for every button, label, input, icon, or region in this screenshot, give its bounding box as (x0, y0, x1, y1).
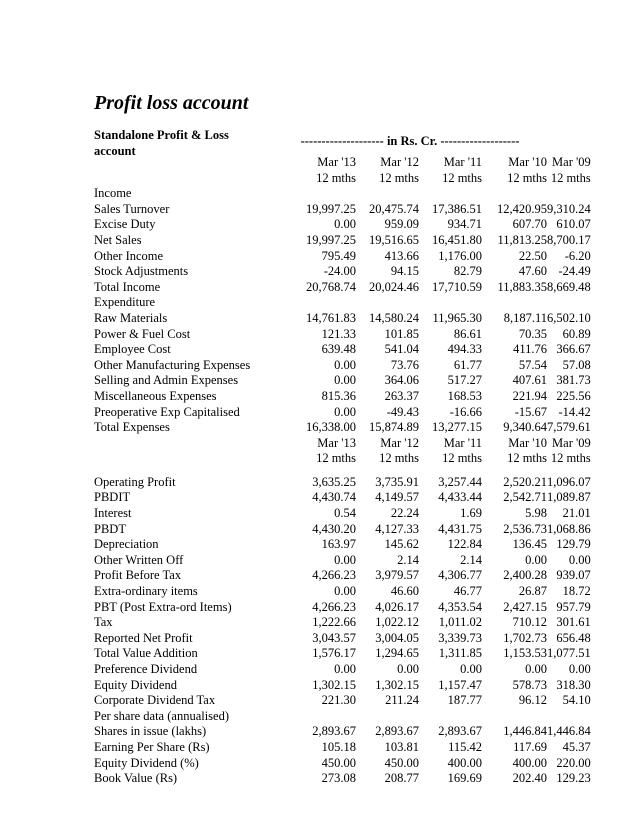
row-value: 20,475.74 (369, 201, 419, 216)
row-value (356, 186, 419, 202)
row-value: 1,446.84 (503, 724, 547, 739)
row-value: 121.33 (321, 326, 356, 341)
row-value (419, 186, 482, 202)
period-header-cell: 12 mths (316, 170, 356, 185)
row-value: 1,311.85 (438, 646, 482, 661)
table-row (94, 537, 591, 553)
row-value: 2,427.15 (503, 599, 547, 614)
period-header-cell: Mar '11 (443, 155, 482, 169)
row-value: 46.77 (453, 584, 482, 599)
row-value: 0.00 (525, 552, 547, 567)
row-value (419, 295, 482, 311)
row-value: 4,026.17 (375, 599, 419, 614)
row-value (276, 186, 356, 202)
row-label: Expenditure (94, 295, 156, 310)
row-value: 16,338.00 (306, 420, 356, 435)
row-value: 0.54 (334, 506, 356, 521)
row-value: 0.00 (460, 662, 482, 676)
table-row (94, 553, 591, 569)
row-label: Preoperative Exp Capitalised (94, 404, 240, 419)
row-value: -49.43 (386, 404, 419, 419)
row-value: 2,536.73 (503, 521, 547, 536)
row-value: 0.00 (334, 404, 356, 419)
row-value: 163.97 (321, 537, 356, 552)
row-value: 14,580.24 (369, 310, 419, 325)
table-row (94, 327, 591, 343)
row-value: 3,257.44 (438, 474, 482, 489)
table-row (94, 771, 591, 787)
row-value: 70.35 (518, 326, 547, 341)
table-row (94, 233, 591, 249)
profit-loss-table (94, 155, 591, 787)
row-value: 19,997.25 (306, 201, 356, 216)
row-value: 0.00 (568, 552, 591, 567)
period-header-cell: 12 mths (379, 170, 419, 185)
table-row (94, 475, 591, 491)
row-value: 0.00 (334, 552, 356, 567)
row-value: 82.79 (453, 264, 482, 279)
row-value: 0.00 (334, 217, 356, 232)
row-value (276, 709, 356, 725)
row-label: Raw Materials (94, 310, 168, 325)
row-value (482, 295, 547, 311)
period-header-cell: Mar '10 (508, 435, 547, 450)
row-value: 94.15 (390, 264, 419, 279)
row-value: 208.77 (384, 771, 419, 786)
statement-subtitle: Standalone Profit & Loss account (94, 128, 229, 158)
row-label: Equity Dividend (94, 677, 177, 692)
table-row (94, 693, 591, 709)
row-label: Other Manufacturing Expenses (94, 357, 251, 372)
row-value: 939.07 (556, 568, 591, 583)
row-value: 1.69 (460, 506, 482, 521)
row-value: 73.76 (390, 357, 419, 372)
spacer-row (94, 467, 591, 475)
row-value: 815.36 (321, 388, 356, 403)
row-value: 1,222.66 (312, 615, 356, 630)
row-value: 61.77 (453, 357, 482, 372)
row-value: 318.30 (556, 677, 591, 692)
row-value: 0.00 (334, 357, 356, 372)
row-value: 2,400.28 (503, 568, 547, 583)
row-value (356, 295, 419, 311)
row-value: 46.60 (390, 584, 419, 599)
table-row (94, 311, 591, 327)
table-row (94, 522, 591, 538)
table-row (94, 295, 591, 311)
row-value: 1,302.15 (312, 677, 356, 692)
row-value: 0.00 (334, 662, 356, 676)
row-value: 5.98 (525, 506, 547, 521)
row-value (356, 709, 419, 725)
row-value: 494.33 (447, 342, 482, 357)
row-value: 117.69 (513, 739, 547, 754)
row-value: 45.37 (562, 739, 591, 754)
row-value: 1,096.07 (547, 474, 591, 489)
row-value: 607.70 (512, 217, 547, 232)
row-value: 0.00 (397, 662, 419, 676)
row-value: 103.81 (384, 739, 419, 754)
row-value: 273.08 (321, 771, 356, 786)
row-value: 639.48 (321, 342, 356, 357)
row-value: 2,893.67 (312, 724, 356, 739)
row-value: 541.04 (384, 342, 419, 357)
row-value: 0.00 (334, 373, 356, 388)
row-value: 1,157.47 (438, 677, 482, 692)
row-label: Other Written Off (94, 552, 184, 567)
period-header-cell: 12 mths (442, 451, 482, 466)
row-value (419, 709, 482, 725)
table-row (94, 615, 591, 631)
row-label: Extra-ordinary items (94, 584, 198, 599)
row-value: 221.94 (512, 388, 547, 403)
period-header-cell: Mar '10 (508, 155, 547, 169)
row-value: 9,310.24 (547, 201, 591, 216)
row-label: Total Income (94, 279, 161, 294)
row-value: 136.45 (512, 537, 547, 552)
row-label: Preference Dividend (94, 662, 198, 676)
row-value: 934.71 (447, 217, 482, 232)
row-label: Earning Per Share (Rs) (94, 739, 210, 754)
table-row (94, 186, 591, 202)
row-label: Equity Dividend (%) (94, 755, 199, 770)
row-value: 129.79 (556, 537, 591, 552)
row-value: 20,024.46 (369, 279, 419, 294)
row-value: -24.00 (323, 264, 356, 279)
table-row (94, 342, 591, 358)
row-label: Per share data (annualised) (94, 708, 230, 723)
row-value: 3,339.73 (438, 630, 482, 645)
row-value: 2.14 (460, 552, 482, 567)
row-value: 14,761.83 (306, 310, 356, 325)
row-label: Total Expenses (94, 420, 170, 435)
row-value: 1,702.73 (503, 630, 547, 645)
table-row (94, 584, 591, 600)
period-header-cell: 12 mths (550, 170, 591, 185)
table-row (94, 249, 591, 265)
row-label: Depreciation (94, 537, 159, 552)
row-value: 959.09 (384, 217, 419, 232)
row-value: 22.50 (518, 248, 547, 263)
row-value: 1,176.00 (438, 248, 482, 263)
row-value: 8,669.48 (547, 279, 591, 294)
table-row (94, 264, 591, 280)
row-value: 13,277.15 (432, 420, 482, 435)
row-value: 4,430.20 (312, 521, 356, 536)
period-header-cell: 12 mths (507, 170, 547, 185)
table-row (94, 420, 591, 436)
table-row (94, 662, 591, 678)
row-label: Excise Duty (94, 217, 156, 232)
row-value: 4,306.77 (438, 568, 482, 583)
row-value: 4,433.44 (438, 490, 482, 505)
row-value (482, 709, 547, 725)
table-row (94, 631, 591, 647)
period-header-cell: 12 mths (442, 170, 482, 185)
row-label: Shares in issue (lakhs) (94, 724, 207, 739)
row-value: 8,187.11 (503, 310, 547, 325)
row-value: 3,979.57 (375, 568, 419, 583)
row-value: 0.00 (334, 584, 356, 599)
unit-label: -------------------- in Rs. Cr. ------------------- (300, 134, 520, 148)
row-value: 0.00 (568, 662, 591, 676)
row-label: Tax (94, 615, 113, 630)
row-label: Corporate Dividend Tax (94, 693, 216, 708)
period-header-months (94, 155, 591, 171)
row-value: 168.53 (447, 388, 482, 403)
row-value: -15.67 (514, 404, 547, 419)
row-value: 225.56 (556, 388, 591, 403)
row-label: Profit Before Tax (94, 568, 182, 583)
row-label: Book Value (Rs) (94, 771, 178, 786)
row-value: -14.42 (558, 404, 591, 419)
row-value: 221.30 (321, 693, 356, 708)
row-value: 12,420.95 (497, 201, 547, 216)
row-value: 187.77 (447, 693, 482, 708)
row-label: PBDIT (94, 490, 131, 505)
period-header-durations (94, 451, 591, 467)
period-header-cell: Mar '12 (380, 155, 419, 169)
row-label: Net Sales (94, 232, 142, 247)
row-label: Reported Net Profit (94, 630, 193, 645)
row-value: 6,502.10 (547, 310, 591, 325)
row-value: 169.69 (447, 771, 482, 786)
period-header-durations (94, 171, 591, 187)
row-value: 1,576.17 (312, 646, 356, 661)
row-value: 4,266.23 (312, 568, 356, 583)
row-value: 7,579.61 (547, 420, 591, 435)
row-value: -6.20 (564, 248, 591, 263)
row-value: 957.79 (556, 599, 591, 614)
row-label: Total Value Addition (94, 646, 198, 661)
row-value: 795.49 (321, 248, 356, 263)
row-value: 301.61 (556, 615, 591, 630)
row-label: Selling and Admin Expenses (94, 373, 239, 388)
table-row (94, 490, 591, 506)
table-row (94, 678, 591, 694)
table-row (94, 217, 591, 233)
row-value: 1,446.84 (547, 724, 591, 739)
row-value: 1,077.51 (547, 646, 591, 661)
row-value (547, 709, 591, 725)
table-row (94, 389, 591, 405)
row-value: 202.40 (512, 771, 547, 786)
row-value: 17,710.59 (432, 279, 482, 294)
row-value: 413.66 (384, 248, 419, 263)
row-value: 4,149.57 (375, 490, 419, 505)
row-value: 17,386.51 (432, 201, 482, 216)
row-value: 11,883.35 (497, 279, 547, 294)
row-label: Stock Adjustments (94, 264, 189, 279)
row-value: 400.00 (447, 755, 482, 770)
period-header-months (94, 436, 591, 452)
row-value: 122.84 (447, 537, 482, 552)
row-value: 407.61 (512, 373, 547, 388)
table-row (94, 405, 591, 421)
row-value: 578.73 (512, 677, 547, 692)
row-value (547, 295, 591, 311)
row-value: 86.61 (453, 326, 482, 341)
row-value (482, 186, 547, 202)
row-value: 1,068.86 (547, 521, 591, 536)
row-value: 18.72 (562, 584, 591, 599)
row-value: 4,266.23 (312, 599, 356, 614)
page-title: Profit loss account (94, 92, 249, 114)
row-value: 96.12 (518, 693, 547, 708)
row-value: 364.06 (384, 373, 419, 388)
row-value: 450.00 (321, 755, 356, 770)
row-value: 1,022.12 (375, 615, 419, 630)
table-row (94, 506, 591, 522)
row-value: 411.76 (513, 342, 547, 357)
table-row (94, 600, 591, 616)
row-value: 2,893.67 (438, 724, 482, 739)
row-label: PBDT (94, 521, 126, 536)
row-value: 26.87 (518, 584, 547, 599)
row-value: 20,768.74 (306, 279, 356, 294)
row-value: 129.23 (556, 771, 591, 786)
row-value: 4,430.74 (312, 490, 356, 505)
row-value: 1,302.15 (375, 677, 419, 692)
row-label: Miscellaneous Expenses (94, 388, 217, 403)
row-value: 710.12 (512, 615, 547, 630)
table-row (94, 709, 591, 725)
row-value: 3,004.05 (375, 630, 419, 645)
row-value (547, 186, 591, 202)
table-row (94, 756, 591, 772)
row-value: 0.00 (525, 662, 547, 676)
row-value: 1,089.87 (547, 490, 591, 505)
period-header-cell: Mar '13 (317, 155, 356, 169)
period-header-cell: 12 mths (507, 451, 547, 466)
row-value: 54.10 (562, 693, 591, 708)
period-header-cell: Mar '12 (380, 435, 419, 450)
row-value: 366.67 (556, 342, 591, 357)
row-value: 15,874.89 (369, 420, 419, 435)
period-header-cell: Mar '11 (443, 435, 482, 450)
row-label: Income (94, 186, 132, 201)
row-value: 381.73 (556, 373, 591, 388)
row-value: 21.01 (562, 506, 591, 521)
period-header-cell: 12 mths (379, 451, 419, 466)
row-value: 2,893.67 (375, 724, 419, 739)
row-value: 57.08 (562, 357, 591, 372)
row-value: 101.85 (384, 326, 419, 341)
row-value (276, 295, 356, 311)
row-value: 47.60 (518, 264, 547, 279)
row-value: 4,127.33 (375, 521, 419, 536)
row-value: 450.00 (384, 755, 419, 770)
row-label: PBT (Post Extra-ord Items) (94, 599, 232, 614)
row-value: 610.07 (556, 217, 591, 232)
row-value: 1,294.65 (375, 646, 419, 661)
row-value: 3,635.25 (312, 474, 356, 489)
row-value: 57.54 (518, 357, 547, 372)
row-value: 3,735.91 (375, 474, 419, 489)
row-value: 9,340.64 (503, 420, 547, 435)
row-value: -16.66 (449, 404, 482, 419)
row-value: 11,965.30 (432, 310, 482, 325)
row-value: 145.62 (384, 537, 419, 552)
row-value: -24.49 (558, 264, 591, 279)
row-value: 11,813.25 (497, 232, 547, 247)
row-value: 1,011.02 (438, 615, 482, 630)
table-row (94, 202, 591, 218)
row-value: 2.14 (397, 552, 419, 567)
row-label: Sales Turnover (94, 201, 170, 216)
row-value: 2,520.21 (503, 474, 547, 489)
period-header-cell: Mar '09 (552, 435, 591, 450)
table-row (94, 646, 591, 662)
row-value: 400.00 (512, 755, 547, 770)
row-value: 16,451.80 (432, 232, 482, 247)
row-label: Other Income (94, 248, 164, 263)
row-value: 4,431.75 (438, 521, 482, 536)
row-value: 115.42 (448, 739, 482, 754)
period-header-cell: Mar '13 (317, 435, 356, 450)
row-value: 220.00 (556, 755, 591, 770)
table-row (94, 373, 591, 389)
period-header-cell: 12 mths (550, 451, 591, 466)
row-value: 105.18 (321, 739, 356, 754)
table-row (94, 358, 591, 374)
table-row (94, 740, 591, 756)
table-row (94, 568, 591, 584)
row-value: 3,043.57 (312, 630, 356, 645)
row-label: Power & Fuel Cost (94, 326, 191, 341)
row-value: 19,997.25 (306, 232, 356, 247)
row-value: 22.24 (390, 506, 419, 521)
table-row (94, 280, 591, 296)
row-value: 8,700.17 (547, 232, 591, 247)
row-value: 1,153.53 (503, 646, 547, 661)
row-label: Interest (94, 506, 132, 521)
row-value: 60.89 (562, 326, 591, 341)
row-value: 19,516.65 (369, 232, 419, 247)
period-header-cell: 12 mths (316, 451, 356, 466)
row-value: 2,542.71 (503, 490, 547, 505)
table-row (94, 724, 591, 740)
row-value: 517.27 (447, 373, 482, 388)
row-value: 4,353.54 (438, 599, 482, 614)
row-value: 263.37 (384, 388, 419, 403)
row-value: 211.24 (385, 693, 419, 708)
row-label: Employee Cost (94, 342, 171, 357)
period-header-cell: Mar '09 (552, 155, 591, 169)
row-label: Operating Profit (94, 474, 176, 489)
row-value: 656.48 (556, 630, 591, 645)
